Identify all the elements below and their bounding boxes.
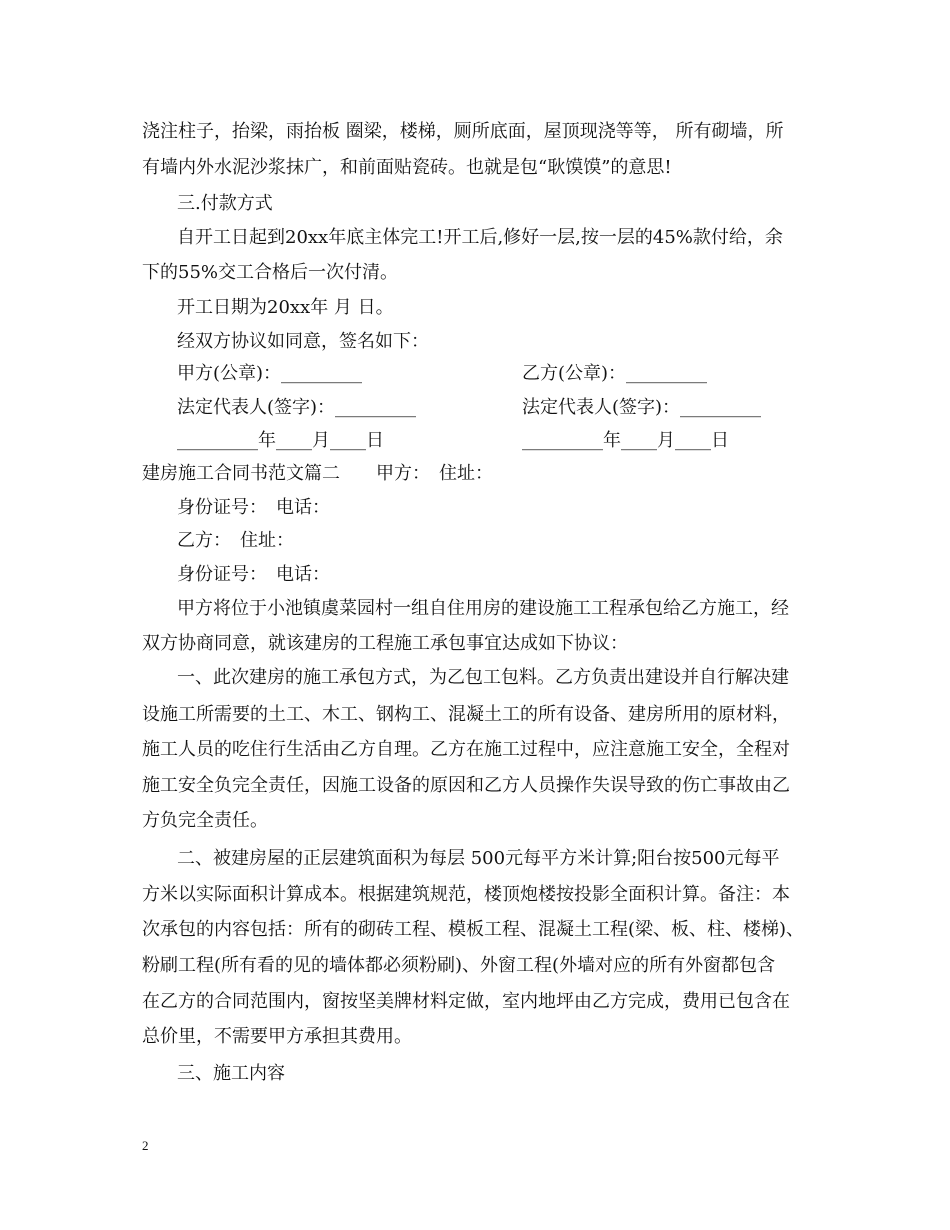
body-line: 有墙内外水泥沙浆抹广，和前面贴瓷砖。也就是包“耿馍馍”的意思! [142, 157, 672, 178]
party-b-seal-line: 乙方(公章)：_________ [522, 363, 708, 384]
body-line: 浇注柱子，抬梁，雨抬板 圈梁，楼梯，厕所底面，屋顶现浇等等， 所有砌墙，所 [142, 121, 784, 142]
body-line: 一、此次建房的施工承包方式，为乙包工包料。乙方负责出建设并自行解决建 [177, 667, 789, 688]
body-line: 在乙方的合同范围内，窗按坚美牌材料定做，室内地坪由乙方完成，费用已包含在 [142, 991, 790, 1012]
body-line: 方负完全责任。 [142, 810, 268, 831]
body-line: 次承包的内容包括：所有的砌砖工程、模板工程、混凝土工程(梁、板、柱、楼梯)、 [142, 919, 805, 940]
body-line: 身份证号： 电话： [177, 497, 330, 518]
page-number: 2 [142, 1138, 149, 1153]
body-line: 粉刷工程(所有看的见的墙体都必须粉刷)、外窗工程(外墙对应的所有外窗都包含 [142, 955, 776, 976]
body-line: 经双方协议如同意，签名如下： [177, 331, 429, 352]
body-line: 甲方将位于小池镇虞菜园村一组自住用房的建设施工工程承包给乙方施工，经 [177, 598, 789, 619]
section-title: 建房施工合同书范文篇二 甲方： 住址： [142, 463, 493, 484]
section-heading: 三.付款方式 [177, 193, 273, 214]
body-line: 施工安全负完全责任，因施工设备的原因和乙方人员操作失误导致的伤亡事故由乙 [142, 775, 790, 796]
body-line: 方米以实际面积计算成本。根据建筑规范，楼顶炮楼按投影全面积计算。备注：本 [142, 884, 790, 905]
body-line: 开工日期为20xx年 月 日。 [177, 297, 394, 318]
party-a-date-line: _________年____月____日 [177, 430, 384, 451]
party-b-rep-line: 法定代表人(签字)：_________ [522, 397, 762, 418]
body-line: 设施工所需要的土工、木工、钢构工、混凝土工的所有设备、建房所用的原材料， [142, 704, 790, 725]
body-line: 二、被建房屋的正层建筑面积为每层 500元每平方米计算;阳台按500元每平 [177, 848, 780, 869]
party-a-rep-line: 法定代表人(签字)：_________ [177, 397, 417, 418]
body-line: 双方协商同意，就该建房的工程施工承包事宜达成如下协议： [142, 633, 628, 654]
party-a-seal-line: 甲方(公章)：_________ [177, 363, 363, 384]
body-line: 总价里，不需要甲方承担其费用。 [142, 1026, 412, 1047]
body-line: 下的55%交工合格后一次付清。 [142, 262, 399, 283]
party-b-date-line: _________年____月____日 [522, 430, 729, 451]
body-line: 乙方： 住址： [177, 530, 294, 551]
body-line: 自开工日起到20xx年底主体完工!开工后,修好一层,按一层的45%款付给，余 [177, 227, 783, 248]
section-heading: 三、施工内容 [177, 1063, 285, 1084]
body-line: 身份证号： 电话： [177, 564, 330, 585]
body-line: 施工人员的吃住行生活由乙方自理。乙方在施工过程中，应注意施工安全，全程对 [142, 739, 790, 760]
